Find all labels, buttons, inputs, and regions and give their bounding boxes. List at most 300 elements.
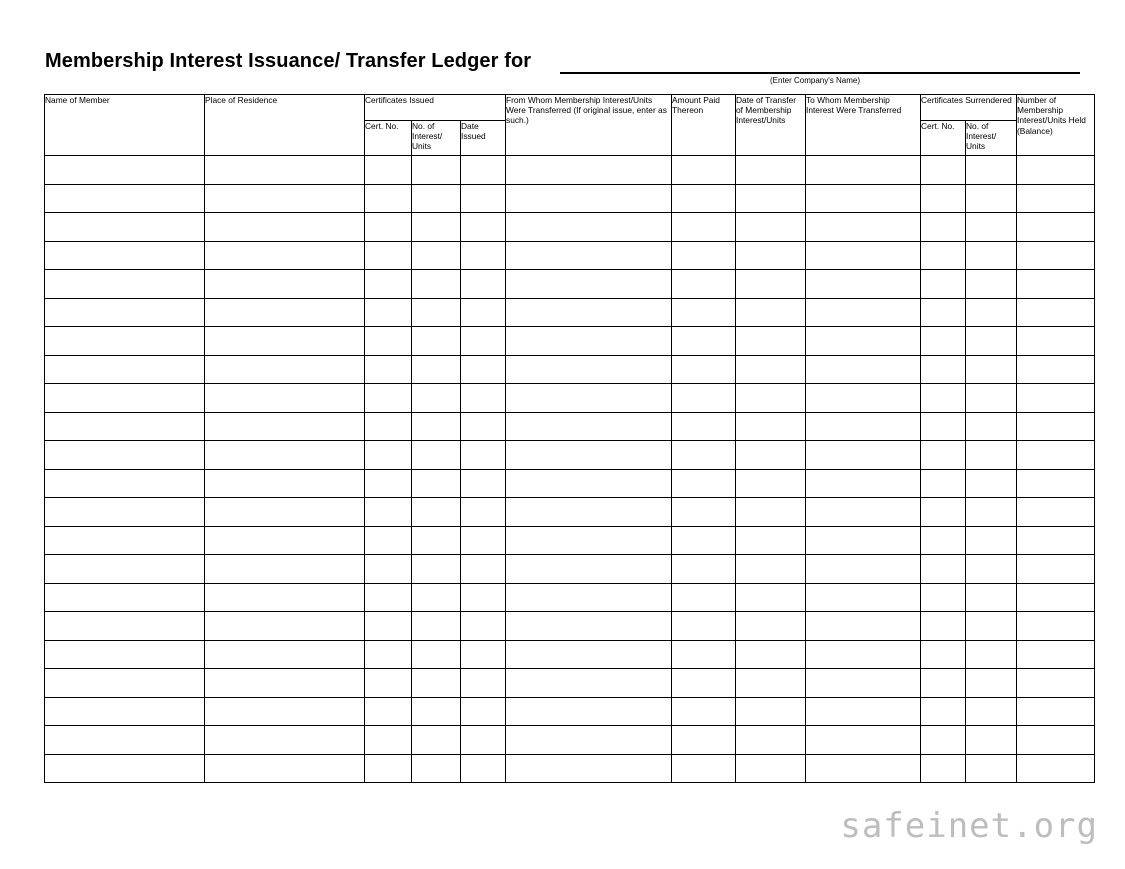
cell-surrendered-no-of-units[interactable] [966,612,1017,641]
cell-place-of-residence[interactable] [205,612,365,641]
cell-number-held[interactable] [1017,298,1095,327]
cell-amount-paid[interactable] [672,156,736,185]
cell-to-whom[interactable] [806,270,921,299]
ledger-body [45,156,1095,783]
cell-date-issued[interactable] [461,469,506,498]
cell-surrendered-cert-no[interactable] [921,612,966,641]
cell-surrendered-cert-no[interactable] [921,640,966,669]
cell-from-whom[interactable] [506,697,672,726]
cell-to-whom[interactable] [806,555,921,584]
cell-name-of-member[interactable] [45,241,205,270]
cell-amount-paid[interactable] [672,754,736,783]
cell-issued-no-of-units[interactable] [412,327,461,356]
cell-surrendered-no-of-units[interactable] [966,298,1017,327]
cell-surrendered-no-of-units[interactable] [966,412,1017,441]
table-row [45,526,1095,555]
cell-from-whom[interactable] [506,270,672,299]
cell-surrendered-cert-no[interactable] [921,384,966,413]
cell-number-held[interactable] [1017,640,1095,669]
cell-issued-cert-no[interactable] [365,726,412,755]
cell-amount-paid[interactable] [672,184,736,213]
cell-issued-cert-no[interactable] [365,669,412,698]
cell-name-of-member[interactable] [45,156,205,185]
cell-surrendered-cert-no[interactable] [921,241,966,270]
cell-surrendered-no-of-units[interactable] [966,327,1017,356]
cell-number-held[interactable] [1017,498,1095,527]
cell-date-of-transfer[interactable] [736,355,806,384]
cell-surrendered-no-of-units[interactable] [966,583,1017,612]
cell-surrendered-cert-no[interactable] [921,184,966,213]
table-row [45,726,1095,755]
table-row [45,384,1095,413]
cell-amount-paid[interactable] [672,412,736,441]
cell-surrendered-cert-no[interactable] [921,441,966,470]
cell-from-whom[interactable] [506,412,672,441]
cell-surrendered-cert-no[interactable] [921,754,966,783]
cell-place-of-residence[interactable] [205,241,365,270]
cell-issued-no-of-units[interactable] [412,754,461,783]
cell-surrendered-cert-no[interactable] [921,213,966,242]
cell-amount-paid[interactable] [672,669,736,698]
table-row [45,697,1095,726]
table-row [45,412,1095,441]
cell-to-whom[interactable] [806,583,921,612]
cell-issued-no-of-units[interactable] [412,441,461,470]
cell-date-issued[interactable] [461,384,506,413]
cell-surrendered-cert-no[interactable] [921,583,966,612]
cell-amount-paid[interactable] [672,498,736,527]
cell-surrendered-cert-no[interactable] [921,697,966,726]
cell-issued-cert-no[interactable] [365,298,412,327]
cell-to-whom[interactable] [806,412,921,441]
cell-date-issued[interactable] [461,526,506,555]
cell-number-held[interactable] [1017,526,1095,555]
cell-date-issued[interactable] [461,298,506,327]
cell-from-whom[interactable] [506,355,672,384]
cell-issued-no-of-units[interactable] [412,583,461,612]
cell-from-whom[interactable] [506,469,672,498]
cell-place-of-residence[interactable] [205,298,365,327]
cell-place-of-residence[interactable] [205,754,365,783]
cell-surrendered-no-of-units[interactable] [966,526,1017,555]
cell-surrendered-cert-no[interactable] [921,270,966,299]
cell-from-whom[interactable] [506,156,672,185]
cell-issued-no-of-units[interactable] [412,298,461,327]
cell-amount-paid[interactable] [672,640,736,669]
header-surrendered-cert-no: Cert. No. [921,121,966,156]
cell-to-whom[interactable] [806,640,921,669]
cell-number-held[interactable] [1017,583,1095,612]
cell-issued-cert-no[interactable] [365,412,412,441]
header-date-issued: Date Issued [461,121,506,156]
cell-surrendered-cert-no[interactable] [921,412,966,441]
cell-number-held[interactable] [1017,241,1095,270]
cell-name-of-member[interactable] [45,412,205,441]
cell-name-of-member[interactable] [45,213,205,242]
cell-surrendered-no-of-units[interactable] [966,270,1017,299]
cell-date-issued[interactable] [461,697,506,726]
cell-name-of-member[interactable] [45,184,205,213]
cell-amount-paid[interactable] [672,384,736,413]
table-row [45,583,1095,612]
cell-place-of-residence[interactable] [205,469,365,498]
cell-date-issued[interactable] [461,726,506,755]
cell-name-of-member[interactable] [45,640,205,669]
cell-surrendered-no-of-units[interactable] [966,213,1017,242]
cell-name-of-member[interactable] [45,669,205,698]
cell-date-of-transfer[interactable] [736,498,806,527]
cell-number-held[interactable] [1017,669,1095,698]
cell-issued-cert-no[interactable] [365,384,412,413]
cell-surrendered-cert-no[interactable] [921,669,966,698]
cell-issued-cert-no[interactable] [365,156,412,185]
cell-to-whom[interactable] [806,469,921,498]
cell-surrendered-cert-no[interactable] [921,298,966,327]
cell-place-of-residence[interactable] [205,697,365,726]
cell-surrendered-no-of-units[interactable] [966,498,1017,527]
header-from-whom-transferred: From Whom Membership Interest/Units Were Transferred (If original issue, enter as such.) [506,95,672,156]
cell-from-whom[interactable] [506,213,672,242]
cell-name-of-member[interactable] [45,469,205,498]
cell-from-whom[interactable] [506,526,672,555]
cell-name-of-member[interactable] [45,498,205,527]
cell-to-whom[interactable] [806,213,921,242]
cell-amount-paid[interactable] [672,583,736,612]
cell-to-whom[interactable] [806,612,921,641]
cell-name-of-member[interactable] [45,555,205,584]
cell-issued-cert-no[interactable] [365,754,412,783]
cell-issued-cert-no[interactable] [365,526,412,555]
cell-amount-paid[interactable] [672,241,736,270]
cell-surrendered-cert-no[interactable] [921,327,966,356]
cell-place-of-residence[interactable] [205,270,365,299]
cell-date-issued[interactable] [461,213,506,242]
cell-name-of-member[interactable] [45,270,205,299]
cell-amount-paid[interactable] [672,355,736,384]
cell-issued-no-of-units[interactable] [412,555,461,584]
cell-issued-cert-no[interactable] [365,355,412,384]
cell-to-whom[interactable] [806,355,921,384]
cell-place-of-residence[interactable] [205,498,365,527]
cell-number-held[interactable] [1017,327,1095,356]
cell-date-of-transfer[interactable] [736,270,806,299]
cell-number-held[interactable] [1017,469,1095,498]
cell-amount-paid[interactable] [672,213,736,242]
cell-date-issued[interactable] [461,612,506,641]
cell-amount-paid[interactable] [672,270,736,299]
cell-number-held[interactable] [1017,441,1095,470]
cell-place-of-residence[interactable] [205,583,365,612]
cell-place-of-residence[interactable] [205,156,365,185]
cell-name-of-member[interactable] [45,583,205,612]
ledger-table [44,94,1095,783]
cell-place-of-residence[interactable] [205,441,365,470]
cell-surrendered-no-of-units[interactable] [966,555,1017,584]
cell-issued-cert-no[interactable] [365,555,412,584]
cell-date-issued[interactable] [461,754,506,783]
cell-date-issued[interactable] [461,184,506,213]
cell-number-held[interactable] [1017,555,1095,584]
cell-issued-no-of-units[interactable] [412,526,461,555]
table-row [45,669,1095,698]
cell-issued-no-of-units[interactable] [412,213,461,242]
cell-date-of-transfer[interactable] [736,184,806,213]
cell-from-whom[interactable] [506,441,672,470]
cell-number-held[interactable] [1017,384,1095,413]
header-amount-paid: Amount Paid Thereon [672,95,736,156]
cell-to-whom[interactable] [806,441,921,470]
cell-amount-paid[interactable] [672,469,736,498]
cell-to-whom[interactable] [806,241,921,270]
cell-date-of-transfer[interactable] [736,526,806,555]
cell-issued-no-of-units[interactable] [412,612,461,641]
table-row [45,156,1095,185]
cell-surrendered-cert-no[interactable] [921,555,966,584]
cell-name-of-member[interactable] [45,441,205,470]
cell-surrendered-no-of-units[interactable] [966,355,1017,384]
cell-date-issued[interactable] [461,270,506,299]
cell-surrendered-no-of-units[interactable] [966,241,1017,270]
company-name-blank[interactable] [560,72,1080,74]
cell-surrendered-no-of-units[interactable] [966,669,1017,698]
cell-issued-cert-no[interactable] [365,612,412,641]
cell-name-of-member[interactable] [45,726,205,755]
header-to-whom-transferred: To Whom Membership Interest Were Transferred [806,95,921,156]
cell-to-whom[interactable] [806,184,921,213]
cell-date-of-transfer[interactable] [736,469,806,498]
cell-date-issued[interactable] [461,156,506,185]
cell-issued-no-of-units[interactable] [412,726,461,755]
cell-date-of-transfer[interactable] [736,697,806,726]
cell-date-of-transfer[interactable] [736,640,806,669]
cell-from-whom[interactable] [506,640,672,669]
cell-name-of-member[interactable] [45,355,205,384]
header-place-of-residence: Place of Residence [205,95,365,156]
cell-place-of-residence[interactable] [205,184,365,213]
cell-from-whom[interactable] [506,241,672,270]
cell-date-issued[interactable] [461,441,506,470]
cell-issued-no-of-units[interactable] [412,270,461,299]
cell-surrendered-cert-no[interactable] [921,156,966,185]
cell-place-of-residence[interactable] [205,640,365,669]
cell-number-held[interactable] [1017,612,1095,641]
company-name-hint: (Enter Company's Name) [770,76,860,85]
cell-from-whom[interactable] [506,498,672,527]
cell-issued-cert-no[interactable] [365,184,412,213]
cell-surrendered-no-of-units[interactable] [966,726,1017,755]
cell-place-of-residence[interactable] [205,327,365,356]
cell-date-of-transfer[interactable] [736,298,806,327]
header-issued-no-of-units: No. of Interest/ Units [412,121,461,156]
document-title: Membership Interest Issuance/ Transfer Ledger for [45,50,532,72]
cell-to-whom[interactable] [806,298,921,327]
cell-place-of-residence[interactable] [205,669,365,698]
cell-date-issued[interactable] [461,583,506,612]
cell-number-held[interactable] [1017,156,1095,185]
cell-issued-no-of-units[interactable] [412,384,461,413]
cell-issued-cert-no[interactable] [365,469,412,498]
cell-number-held[interactable] [1017,697,1095,726]
cell-amount-paid[interactable] [672,697,736,726]
cell-date-of-transfer[interactable] [736,241,806,270]
cell-from-whom[interactable] [506,726,672,755]
cell-to-whom[interactable] [806,498,921,527]
cell-name-of-member[interactable] [45,327,205,356]
cell-surrendered-cert-no[interactable] [921,469,966,498]
cell-issued-no-of-units[interactable] [412,412,461,441]
cell-place-of-residence[interactable] [205,555,365,584]
cell-date-issued[interactable] [461,412,506,441]
cell-date-issued[interactable] [461,669,506,698]
cell-date-issued[interactable] [461,241,506,270]
cell-from-whom[interactable] [506,298,672,327]
cell-date-issued[interactable] [461,498,506,527]
table-row [45,241,1095,270]
cell-name-of-member[interactable] [45,384,205,413]
cell-date-of-transfer[interactable] [736,726,806,755]
cell-amount-paid[interactable] [672,298,736,327]
cell-place-of-residence[interactable] [205,213,365,242]
table-row [45,469,1095,498]
cell-date-of-transfer[interactable] [736,583,806,612]
cell-issued-no-of-units[interactable] [412,184,461,213]
cell-issued-cert-no[interactable] [365,697,412,726]
cell-issued-cert-no[interactable] [365,270,412,299]
cell-place-of-residence[interactable] [205,526,365,555]
cell-date-of-transfer[interactable] [736,327,806,356]
cell-amount-paid[interactable] [672,327,736,356]
cell-amount-paid[interactable] [672,555,736,584]
cell-to-whom[interactable] [806,669,921,698]
cell-issued-no-of-units[interactable] [412,355,461,384]
cell-date-of-transfer[interactable] [736,412,806,441]
cell-to-whom[interactable] [806,156,921,185]
cell-number-held[interactable] [1017,355,1095,384]
table-row [45,555,1095,584]
header-surrendered-no-of-units: No. of Interest/ Units [966,121,1017,156]
cell-date-of-transfer[interactable] [736,555,806,584]
cell-date-of-transfer[interactable] [736,441,806,470]
cell-to-whom[interactable] [806,327,921,356]
cell-to-whom[interactable] [806,754,921,783]
table-row [45,327,1095,356]
cell-number-held[interactable] [1017,754,1095,783]
cell-date-of-transfer[interactable] [736,156,806,185]
cell-number-held[interactable] [1017,726,1095,755]
header-name-of-member: Name of Member [45,95,205,156]
cell-issued-cert-no[interactable] [365,441,412,470]
cell-date-of-transfer[interactable] [736,754,806,783]
cell-to-whom[interactable] [806,384,921,413]
cell-issued-cert-no[interactable] [365,241,412,270]
cell-date-of-transfer[interactable] [736,612,806,641]
cell-date-issued[interactable] [461,555,506,584]
cell-to-whom[interactable] [806,726,921,755]
header-date-of-transfer: Date of Transfer of Membership Interest/Units [736,95,806,156]
cell-from-whom[interactable] [506,184,672,213]
cell-date-of-transfer[interactable] [736,669,806,698]
header-certificates-issued: Certificates Issued [365,95,506,121]
cell-amount-paid[interactable] [672,526,736,555]
cell-from-whom[interactable] [506,384,672,413]
cell-number-held[interactable] [1017,412,1095,441]
cell-date-issued[interactable] [461,355,506,384]
cell-surrendered-no-of-units[interactable] [966,469,1017,498]
table-row [45,498,1095,527]
header-issued-cert-no: Cert. No. [365,121,412,156]
cell-surrendered-no-of-units[interactable] [966,754,1017,783]
cell-issued-no-of-units[interactable] [412,640,461,669]
table-row [45,754,1095,783]
cell-from-whom[interactable] [506,555,672,584]
cell-issued-cert-no[interactable] [365,213,412,242]
cell-name-of-member[interactable] [45,612,205,641]
cell-issued-no-of-units[interactable] [412,156,461,185]
cell-issued-cert-no[interactable] [365,583,412,612]
table-row [45,270,1095,299]
cell-date-issued[interactable] [461,640,506,669]
cell-from-whom[interactable] [506,669,672,698]
cell-place-of-residence[interactable] [205,412,365,441]
cell-issued-cert-no[interactable] [365,498,412,527]
cell-number-held[interactable] [1017,213,1095,242]
cell-surrendered-cert-no[interactable] [921,498,966,527]
cell-surrendered-no-of-units[interactable] [966,697,1017,726]
cell-issued-no-of-units[interactable] [412,669,461,698]
cell-surrendered-no-of-units[interactable] [966,156,1017,185]
cell-place-of-residence[interactable] [205,384,365,413]
cell-name-of-member[interactable] [45,526,205,555]
cell-surrendered-no-of-units[interactable] [966,640,1017,669]
table-row [45,640,1095,669]
table-row [45,213,1095,242]
cell-name-of-member[interactable] [45,697,205,726]
cell-date-issued[interactable] [461,327,506,356]
cell-name-of-member[interactable] [45,754,205,783]
cell-date-of-transfer[interactable] [736,384,806,413]
cell-surrendered-no-of-units[interactable] [966,184,1017,213]
cell-amount-paid[interactable] [672,441,736,470]
cell-surrendered-no-of-units[interactable] [966,441,1017,470]
cell-issued-no-of-units[interactable] [412,498,461,527]
cell-from-whom[interactable] [506,754,672,783]
cell-surrendered-cert-no[interactable] [921,526,966,555]
cell-issued-no-of-units[interactable] [412,241,461,270]
table-row [45,355,1095,384]
table-row [45,612,1095,641]
cell-issued-no-of-units[interactable] [412,697,461,726]
cell-to-whom[interactable] [806,526,921,555]
cell-issued-cert-no[interactable] [365,640,412,669]
cell-date-of-transfer[interactable] [736,213,806,242]
cell-number-held[interactable] [1017,270,1095,299]
cell-amount-paid[interactable] [672,612,736,641]
cell-place-of-residence[interactable] [205,726,365,755]
cell-amount-paid[interactable] [672,726,736,755]
cell-to-whom[interactable] [806,697,921,726]
cell-place-of-residence[interactable] [205,355,365,384]
cell-surrendered-cert-no[interactable] [921,726,966,755]
cell-from-whom[interactable] [506,612,672,641]
cell-issued-cert-no[interactable] [365,327,412,356]
cell-issued-no-of-units[interactable] [412,469,461,498]
cell-from-whom[interactable] [506,583,672,612]
cell-from-whom[interactable] [506,327,672,356]
cell-surrendered-no-of-units[interactable] [966,384,1017,413]
cell-surrendered-cert-no[interactable] [921,355,966,384]
cell-name-of-member[interactable] [45,298,205,327]
cell-number-held[interactable] [1017,184,1095,213]
